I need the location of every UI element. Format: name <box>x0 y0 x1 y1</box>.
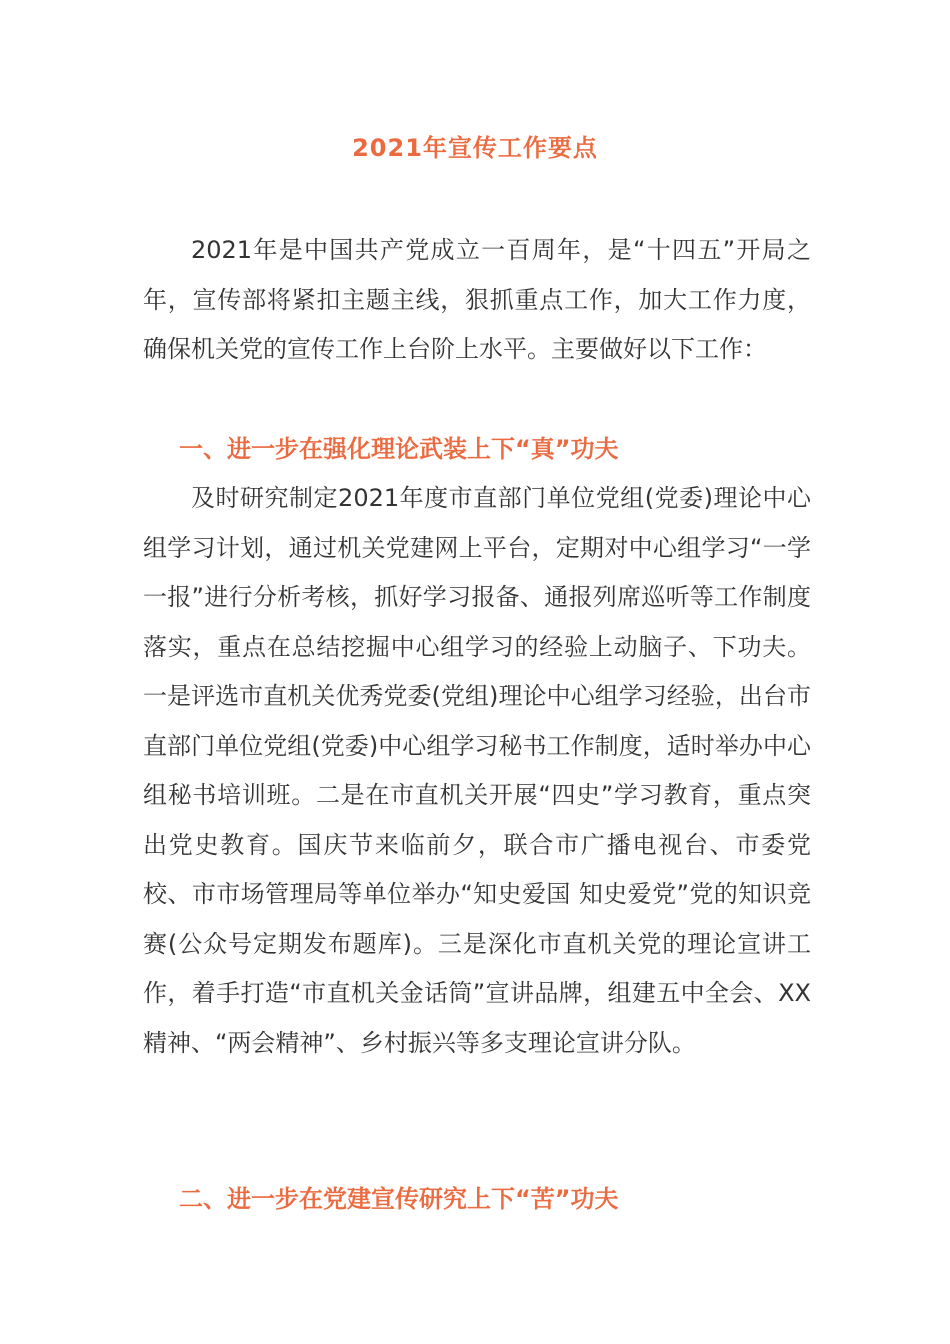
section-1-paragraph: 及时研究制定2021年度市直部门单位党组(党委)理论中心组学习计划，通过机关党建网上平台，定期对中心组学习“一学一报”进行分析考核，抓好学习报备、通报列席巡听等工作制度落实，重点在总结挖掘中心组学习的经验上动脑子、下功夫。一是评选市直机关优秀党委(党组)理论中心组学习经验，出台市直部门单位党组(党委)中心组学习秘书工作制度，适时举办中心组秘书培训班。二是在市直机关开展“四史”学习教育，重点突出党史教育。国庆节来临前夕，联合市广播电视台、市委党校、市市场管理局等单位举办“知史爱国 知史爱党”党的知识竞赛(公众号定期发布题库)。三是深化市直机关党的理论宣讲工作，着手打造“市直机关金话筒”宣讲品牌，组建五中全会、XX精神、“两会精神”、乡村振兴等多支理论宣讲分队。 <box>143 484 811 1057</box>
document-title: 2021年宣传工作要点 <box>352 134 598 162</box>
section-2-heading: 二、进一步在党建宣传研究上下“苦”功夫 <box>179 1185 619 1213</box>
intro-paragraph: 2021年是中国共产党成立一百周年，是“十四五”开局之年，宣传部将紧扣主题主线，狠抓重点工作，加大工作力度，确保机关党的宣传工作上台阶上水平。主要做好以下工作： <box>143 236 811 363</box>
section-1-heading: 一、进一步在强化理论武装上下“真”功夫 <box>179 435 619 463</box>
